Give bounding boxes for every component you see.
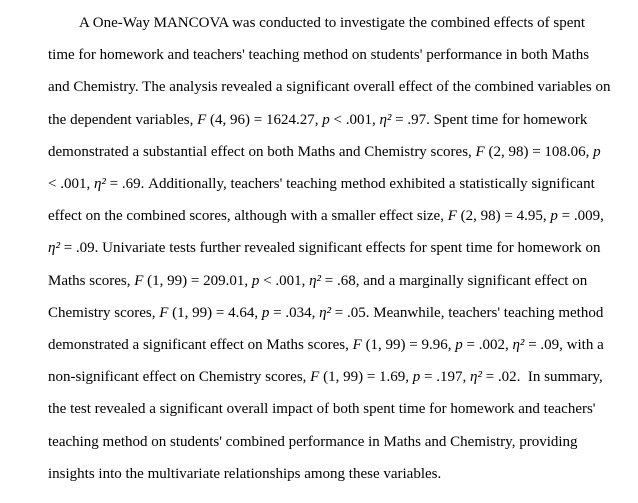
paragraph-line-7 <box>48 200 636 232</box>
mancova-results-paragraph <box>48 7 636 490</box>
text-run: A One-Way MANCOVA was conducted to investigate the combined effects of spent <box>79 15 586 31</box>
statistic-symbol: p <box>251 272 260 289</box>
text-run: (2, 98) = 108.06, <box>484 143 594 160</box>
statistic-symbol: F <box>352 337 362 354</box>
text-run: < .001, <box>259 272 310 289</box>
paragraph-line-14 <box>48 426 636 458</box>
statistic-symbol: F <box>159 304 169 321</box>
statistic-symbol: F <box>197 111 207 128</box>
text-run: time for homework and teachers' teaching method on students' performance in both Maths <box>48 47 590 64</box>
statistic-symbol: p <box>455 337 463 354</box>
text-run: = .97. Spent time for homework <box>391 111 588 128</box>
paragraph-line-4 <box>48 104 636 136</box>
text-run: (1, 99) = 209.01, <box>143 272 252 289</box>
statistic-symbol: η² <box>319 304 332 321</box>
statistic-symbol: η² <box>470 369 482 386</box>
paragraph-line-3 <box>48 71 636 103</box>
statistic-symbol: p <box>593 143 601 160</box>
paragraph-line-15 <box>48 458 636 490</box>
text-run: < .001, <box>48 176 94 193</box>
paragraph-line-12 <box>48 361 636 393</box>
text-run: demonstrated a significant effect on Maths scores, <box>48 337 353 354</box>
paragraph-line-9 <box>48 265 636 297</box>
text-run: (2, 98) = 4.95, <box>456 208 551 225</box>
text-run: = .68, and a marginally significant effect on <box>321 272 588 289</box>
text-run: teaching method on students' combined performance in Maths and Chemistry, providing <box>48 433 578 450</box>
text-run: insights into the multivariate relationships among these variables. <box>48 465 442 482</box>
text-run: demonstrated a substantial effect on both Maths and Chemistry scores, <box>48 143 476 160</box>
paragraph-line-2 <box>48 39 636 71</box>
text-run: = .09, with a <box>524 337 604 354</box>
text-run: < .001, <box>329 111 380 128</box>
statistic-symbol: F <box>134 272 144 289</box>
text-run: effect on the combined scores, although with a smaller effect size, <box>48 208 448 225</box>
text-run: (1, 99) = 9.96, <box>361 337 456 354</box>
statistic-symbol: η² <box>48 240 60 257</box>
text-run: Chemistry scores, <box>48 304 160 321</box>
paragraph-line-6 <box>48 168 636 200</box>
text-run: (1, 99) = 1.69, <box>319 369 413 386</box>
statistic-symbol: F <box>475 143 485 160</box>
statistic-symbol: p <box>261 304 270 321</box>
paragraph-line-11 <box>48 329 636 361</box>
statistic-symbol: η² <box>93 176 106 193</box>
statistic-symbol: η² <box>309 272 322 289</box>
text-run: (1, 99) = 4.64, <box>168 304 262 321</box>
text-run: non-significant effect on Chemistry scores, <box>48 369 311 386</box>
text-run: = .69. Additionally, teachers' teaching method exhibited a statistically significant <box>105 176 595 193</box>
text-run: = .02. In summary, <box>481 369 603 386</box>
statistic-symbol: η² <box>379 111 392 128</box>
text-run: = .034, <box>269 304 320 321</box>
text-run: the dependent variables, <box>48 111 198 128</box>
paragraph-line-1 <box>48 7 636 39</box>
statistic-symbol: F <box>447 208 457 225</box>
text-run: = .197, <box>420 369 470 386</box>
text-run: and Chemistry. The analysis revealed a significant overall effect of the combined variables on <box>48 79 611 96</box>
paragraph-line-10 <box>48 297 636 329</box>
statistic-symbol: F <box>310 369 320 386</box>
statistic-symbol: p <box>412 369 421 386</box>
text-run: Maths scores, <box>48 272 135 289</box>
text-run: = .009, <box>557 208 604 225</box>
text-run: = .05. Meanwhile, teachers' teaching method <box>331 304 604 321</box>
paragraph-line-5 <box>48 136 636 168</box>
paragraph-line-8 <box>48 232 636 264</box>
statistic-symbol: p <box>322 111 330 128</box>
statistic-symbol: p <box>550 208 558 225</box>
statistic-symbol: η² <box>512 337 525 354</box>
paragraph-line-13 <box>48 393 636 425</box>
text-run: = .09. Univariate tests further revealed significant effects for spent time for homework on <box>59 240 601 257</box>
text-run: (4, 96) = 1624.27, <box>206 111 323 128</box>
text-run: the test revealed a significant overall impact of both spent time for homework and teachers' <box>48 401 596 418</box>
text-run: = .002, <box>462 337 513 354</box>
